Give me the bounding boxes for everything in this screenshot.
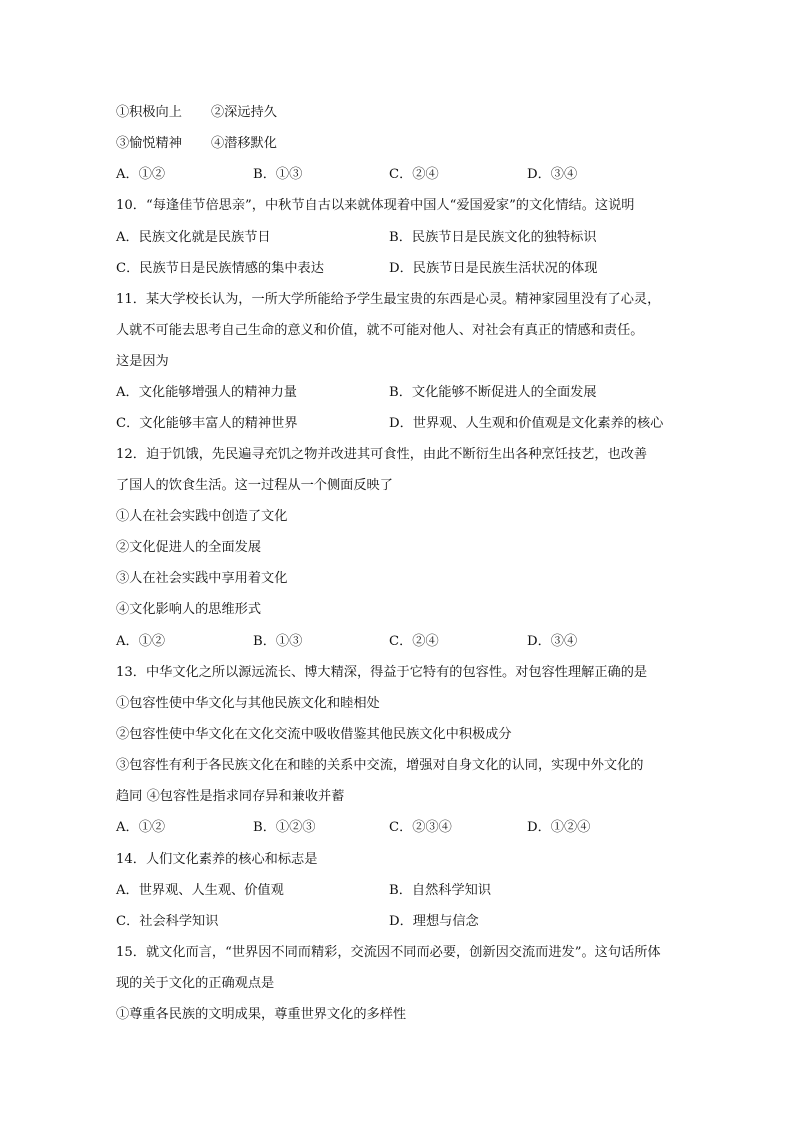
q15-stem-line-1: 15．就文化而言，“世界因不同而精彩，交流因不同而必要，创新因交流而进发”。这句话所体 xyxy=(116,945,661,960)
q12-item-2: ②文化促进人的全面发展 xyxy=(116,540,262,555)
q14-option-d: D．理想与信念 xyxy=(389,914,479,929)
q13-option-a: A．①② xyxy=(116,820,166,835)
q15-item-1: ①尊重各民族的文明成果，尊重世界文化的多样性 xyxy=(116,1007,407,1022)
q13-option-c: C．②③④ xyxy=(389,820,452,835)
q13-option-d: D．①②④ xyxy=(527,820,591,835)
q12-item-4: ④文化影响人的思维形式 xyxy=(116,602,262,617)
q9-item-2: ②深远持久 xyxy=(211,105,277,120)
q11-option-c: C．文化能够丰富人的精神世界 xyxy=(116,416,298,431)
q9-item-4: ④潜移默化 xyxy=(211,136,277,151)
q10-option-a: A．民族文化就是民族节日 xyxy=(116,230,271,245)
q10-option-d: D．民族节日是民族生活状况的体现 xyxy=(389,261,598,276)
q14-stem: 14．人们文化素养的核心和标志是 xyxy=(116,852,318,867)
q13-item-2: ②包容性使中华文化在文化交流中吸收借鉴其他民族文化中积极成分 xyxy=(116,727,512,742)
q14-option-b: B．自然科学知识 xyxy=(389,883,492,898)
q12-stem-line-1: 12．迫于饥饿，先民遍寻充饥之物并改进其可食性，由此不断衍生出各种烹饪技艺，也改善 xyxy=(116,447,648,462)
q9-item-3: ③愉悦精神 xyxy=(116,136,182,151)
q11-stem-line-1: 11．某大学校长认为，一所大学所能给予学生最宝贵的东西是心灵。精神家园里没有了心灵， xyxy=(116,292,661,307)
q13-stem: 13．中华文化之所以源远流长、博大精深，得益于它特有的包容性。对包容性理解正确的是 xyxy=(116,665,648,680)
q12-option-c: C．②④ xyxy=(389,634,439,649)
q12-option-d: D．③④ xyxy=(527,634,578,649)
q11-option-a: A．文化能够增强人的精神力量 xyxy=(116,385,297,400)
q9-option-c: C．②④ xyxy=(389,167,439,182)
q11-stem-line-2: 人就不可能去思考自己生命的意义和价值，就不可能对他人、对社会有真正的情感和责任。 xyxy=(116,323,644,338)
q10-option-c: C．民族节日是民族情感的集中表达 xyxy=(116,261,324,276)
q12-stem-line-2: 了国人的饮食生活。这一过程从一个侧面反映了 xyxy=(116,478,393,493)
q14-option-c: C．社会科学知识 xyxy=(116,914,219,929)
q14-option-a: A．世界观、人生观、价值观 xyxy=(116,883,284,898)
q11-option-b: B．文化能够不断促进人的全面发展 xyxy=(389,385,597,400)
q12-option-a: A．①② xyxy=(116,634,166,649)
q9-option-b: B．①③ xyxy=(253,167,303,182)
q11-option-d: D．世界观、人生观和价值观是文化素养的核心 xyxy=(389,416,664,431)
q15-stem-line-2: 现的关于文化的正确观点是 xyxy=(116,976,275,991)
q12-item-1: ①人在社会实践中创造了文化 xyxy=(116,509,288,524)
q13-item-1: ①包容性使中华文化与其他民族文化和睦相处 xyxy=(116,696,380,711)
q13-item-3-cont-and-4: 趋同 ④包容性是指求同存异和兼收并蓄 xyxy=(116,789,345,804)
q10-stem: 10．“每逢佳节倍思亲”，中秋节自古以来就体现着中国人“爱国爱家”的文化情结。这说明 xyxy=(116,198,635,213)
q12-option-b: B．①③ xyxy=(253,634,303,649)
q10-option-b: B．民族节日是民族文化的独特标识 xyxy=(389,230,597,245)
q9-option-a: A．①② xyxy=(116,167,166,182)
q13-item-3: ③包容性有利于各民族文化在和睦的关系中交流，增强对自身文化的认同，实现中外文化的 xyxy=(116,758,644,773)
q12-item-3: ③人在社会实践中享用着文化 xyxy=(116,571,288,586)
q11-stem-line-3: 这是因为 xyxy=(116,354,169,369)
q13-option-b: B．①②③ xyxy=(253,820,316,835)
q9-item-1: ①积极向上 xyxy=(116,105,182,120)
q9-option-d: D．③④ xyxy=(527,167,578,182)
